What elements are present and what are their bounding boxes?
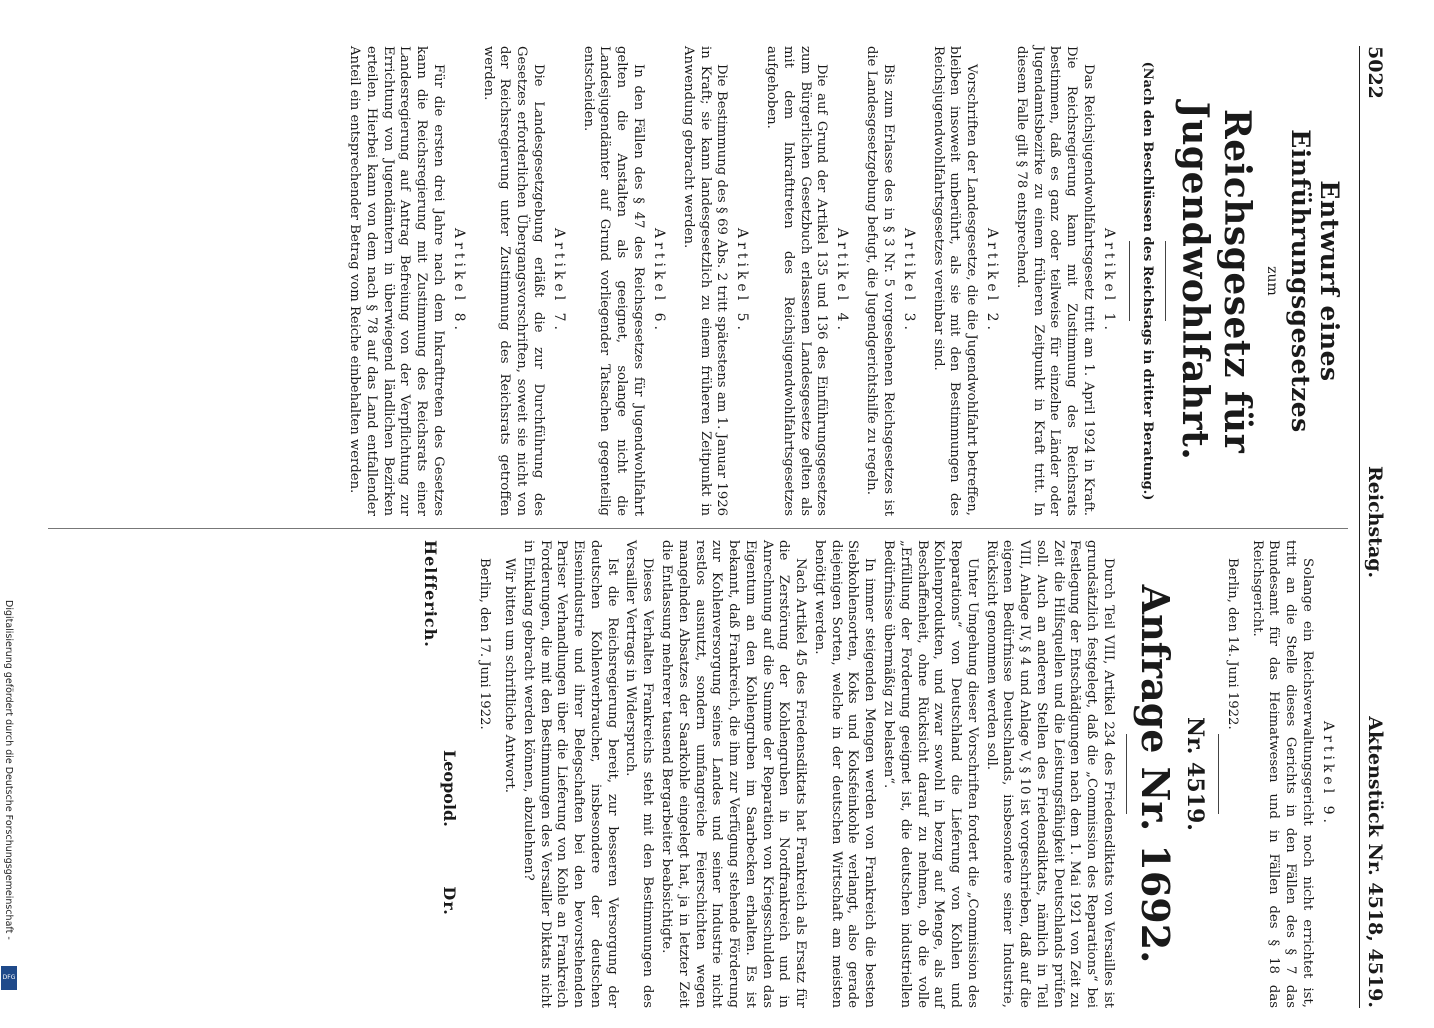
article-heading: Artikel 4.: [834, 228, 851, 334]
article-text: Das Reichsjugendwohlfahrtsgesetz tritt am 1. April 1924 in Kraft. Die Reichsregierung kann mit Zustimmung des Reichsrats bestimmen, daß es ganz oder teilweise für einzelne Länder oder Jugendamtsbezirke zu einem früheren Zeitpunkt in Kraft tritt. In diesem Falle gilt § 78 entsprechend.: [1013, 46, 1096, 516]
paragraph: In immer steigenden Mengen werden von Frankreich die besten Siebkohlensorten, Koks und Koksfeinkohle verlangt, also gerade diejenigen Sorten, welche in der deutschen Wirtschaft am meisten benötigt werden.: [811, 540, 878, 1008]
signature: Dr. Helfferich.: [421, 540, 460, 916]
document-number: Nr. 4519.: [1181, 717, 1208, 831]
left-column: [343, 46, 1348, 516]
article-text: Solange ein Reichsverwaltungsgericht noch nicht errichtet ist, tritt an die Stelle dieses Gerichts in den Fällen des § 7 das Bundesamt für das Heimatwesen und in Fällen des § 18 das Reichsgericht.: [1249, 540, 1315, 1008]
credit-text: Digitalisierung gefördert durch die Deutsche Forschungsgemeinschaft -: [3, 600, 14, 940]
paragraph: Nach Artikel 45 des Friedensdiktats hat Frankreich als Ersatz für die Zerstörung der Kohlengruben in Nordfrankreich und in Anrechnung auf die Summe der Reparation von Kriegsschulden das Eigentum an den Kohlengruben im Saarbecken erhalten. Es ist bekannt, daß Frankreich, die ihm zur Verfügung stehende Förderung zur Kohlenversorgung seines Landes und seiner Industrie nicht restlos ausnutzt, sondern umfangreiche Feierschichten wegen mangelnden Absatzes der Saarkohle eingelegt hat, ja in letzter Zeit die Entlassung mehrerer tausend Bergarbeiter beabsichtigte.: [659, 540, 809, 1008]
article-text: Die Landesgesetzgebung erläßt die zur Durchführung des Gesetzes erforderlichen Übergangsvorschriften, soweit sie nicht von der Reichsregierung unter Zustimmung des Reichsrats getroffen werden.: [480, 46, 546, 516]
paragraph: Ist die Reichsregierung bereit, zur besseren Versorgung der deutschen Kohlenverbraucher, insbesondere der deutschen Eisenindustrie und ihrer Belegschaften bei den bevorstehenden Pariser Verhandlungen über die Lieferung von Kohle an Frankreich Forderungen, die mit den Bestimmungen des Versailler Diktats nicht in Einklang gebracht werden können, abzulehnen?: [520, 540, 620, 1008]
main-title: Reichsgesetz für Jugendwohlfahrt.: [1174, 101, 1258, 461]
column-divider: [48, 528, 1348, 529]
signature: Leopold.: [440, 750, 460, 827]
subtitle: (Nach den Beschlüssen des Reichstags in dritter Beratung.): [1140, 61, 1155, 501]
paragraph: Wir bitten um schriftliche Antwort.: [502, 558, 518, 793]
article-heading: Artikel 9.: [1320, 721, 1336, 827]
digitization-credit: [2, 600, 16, 992]
document-page: [18, 28, 1388, 1028]
article-heading: Artikel 6.: [650, 228, 667, 334]
divider: [1129, 241, 1130, 321]
article-heading: Artikel 1.: [1101, 228, 1117, 334]
dateline: Berlin, den 14. Juni 1922.: [1224, 558, 1240, 730]
header-document-number: Aktenstück Nr. 4518, 4519.: [1364, 716, 1386, 1008]
right-column: [421, 540, 1348, 1008]
divider: [1218, 734, 1219, 814]
divider: [1126, 734, 1127, 814]
paragraph: Durch Teil VIII, Artikel 234 des Friedensdiktats von Versailles ist grundsätzlich festgelegt, daß die „Commission des Reparations“ bei Festlegung der Entschädigungen nach dem 1. Mai 1921 von Zeit zu Zeit die Hilfsquellen und die Leistungsfähigkeit Deutschlands prüfen soll. Auch an anderen Stellen des Friedensdiktats, nämlich in Teil VIII, Anlage IV, § 4 und Anlage V, § 10 ist vorgeschrieben, daß auf die eigenen Bedürfnisse Deutschlands, insbesondere seiner Industrie, Rücksicht genommen werden soll.: [983, 540, 1116, 1008]
article-text: In den Fällen des § 47 des Reichsgesetzes für Jugendwohlfahrt gelten die Anstalten als geeignet, solange nicht die Landesjugendämter auf Grund vorliegender Tatsachen gegenteilig entscheiden.: [580, 46, 646, 516]
paragraph: Dieses Verhalten Frankreichs steht mit den Bestimmungen des Versailler Vertrags in Widerspruch.: [623, 540, 656, 1008]
article-heading: Artikel 5.: [734, 228, 751, 334]
article-text: Die Bestimmung des § 69 Abs. 2 tritt spätestens am 1. Januar 1926 in Kraft; sie kann landesgesetzlich zu einem früheren Zeitpunkt in Anwendung gebracht werden.: [680, 46, 730, 516]
dateline: Berlin, den 17. Juni 1922.: [477, 558, 493, 730]
header-center: Reichstag.: [1364, 466, 1386, 579]
paragraph: Unter Umgehung dieser Vorschriften fordert die „Commission des Reparations“ von Deutschland die Lieferung von Kohlen und Kohlenprodukten, und zwar sowohl in bezug auf Menge, als auf Beschaffenheit, ohne Rücksicht darauf zu nehmen, ob die volle „Erfüllung der Forderung geeignet ist, die deutschen industriellen Bedürfnisse übermäßig zu belasten“.: [880, 540, 980, 1008]
dfg-logo-icon: DFG: [1, 966, 17, 990]
divider: [1165, 241, 1166, 321]
document-title: Entwurf eines Einführungsgesetzes: [1286, 129, 1344, 433]
signatures: [421, 540, 459, 1008]
article-text: Für die ersten drei Jahre nach dem Inkrafttreten des Gesetzes kann die Reichsregierung mit Zustimmung des Reichsrats einer Landesregierung auf Antrag Befreiung von der Verpflichtung zur Errichtung von Jugendämtern in überwiegend ländlichen Bezirken erteilen. Hierbei kann von dem nach § 78 auf das Land entfallender Anteil ein entsprechender Betrag vom Reiche einbehalten werden.: [347, 46, 446, 516]
article-text: Bis zum Erlasse des in § 3 Nr. 5 vorgesehenen Reichsgesetzes ist die Landesgesetzgebung befugt, die Jugendgerichtshilfe zu regeln.: [864, 46, 896, 516]
article-heading: Artikel 3.: [900, 228, 917, 334]
page-header: [1359, 46, 1388, 1008]
anfrage-title: Anfrage Nr. 1692.: [1132, 584, 1178, 964]
article-heading: Artikel 2.: [984, 228, 1001, 334]
title-connector: zum: [1264, 266, 1280, 296]
article-heading: Artikel 8.: [450, 228, 467, 334]
page-number: 5022: [1364, 46, 1386, 99]
article-text: Vorschriften der Landesgesetze, die die Jugendwohlfahrt betreffen, bleiben insoweit unberührt, als sie mit den Bestimmungen des Reichsjugendwohlfahrtsgesetzes vereinbar sind.: [930, 46, 980, 516]
article-text: Die auf Grund der Artikel 135 und 136 des Einführungsgesetzes zum Bürgerlichen Gesetzbuch erlassenen Landesgesetze gelten als mit dem Inkrafttreten des Reichsjugendwohlfahrtsgesetzes aufgehoben.: [764, 46, 830, 516]
article-heading: Artikel 7.: [550, 228, 567, 334]
